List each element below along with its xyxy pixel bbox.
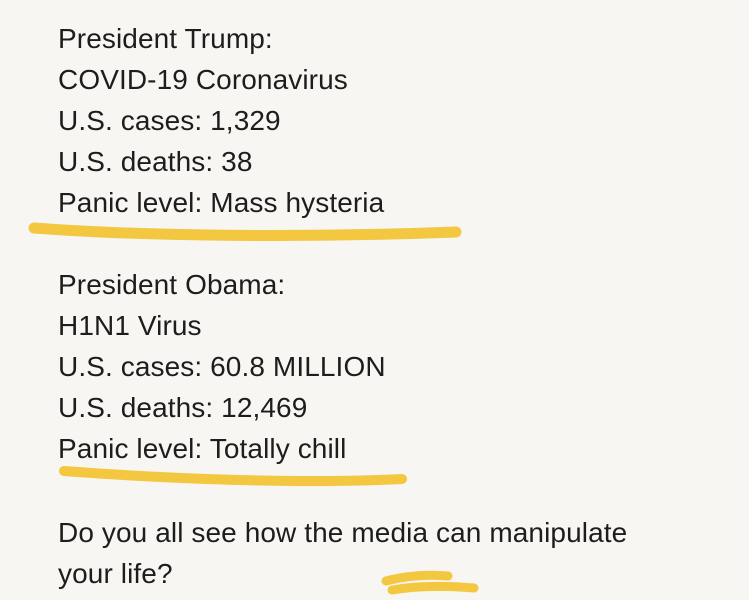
obama-section: [58, 264, 386, 469]
highlight-underline-obama: [64, 471, 402, 481]
trump-deaths: U.S. deaths: 38: [58, 146, 253, 177]
question-line-1: Do you all see how the media can manipulate: [58, 517, 628, 548]
trump-virus: COVID-19 Coronavirus: [58, 64, 348, 95]
trump-heading: President Trump:: [58, 23, 273, 54]
obama-deaths: U.S. deaths: 12,469: [58, 392, 308, 423]
obama-virus: H1N1 Virus: [58, 310, 202, 341]
trump-panic-level: Panic level: Mass hysteria: [58, 187, 385, 218]
question-section: [58, 512, 627, 594]
obama-heading: President Obama:: [58, 269, 286, 300]
obama-panic-level: Panic level: Totally chill: [58, 433, 347, 464]
question-line-2: your life?: [58, 558, 173, 589]
obama-cases: U.S. cases: 60.8 MILLION: [58, 351, 386, 382]
trump-section: [58, 18, 384, 223]
trump-cases: U.S. cases: 1,329: [58, 105, 281, 136]
highlight-underline-trump: [34, 228, 456, 235]
